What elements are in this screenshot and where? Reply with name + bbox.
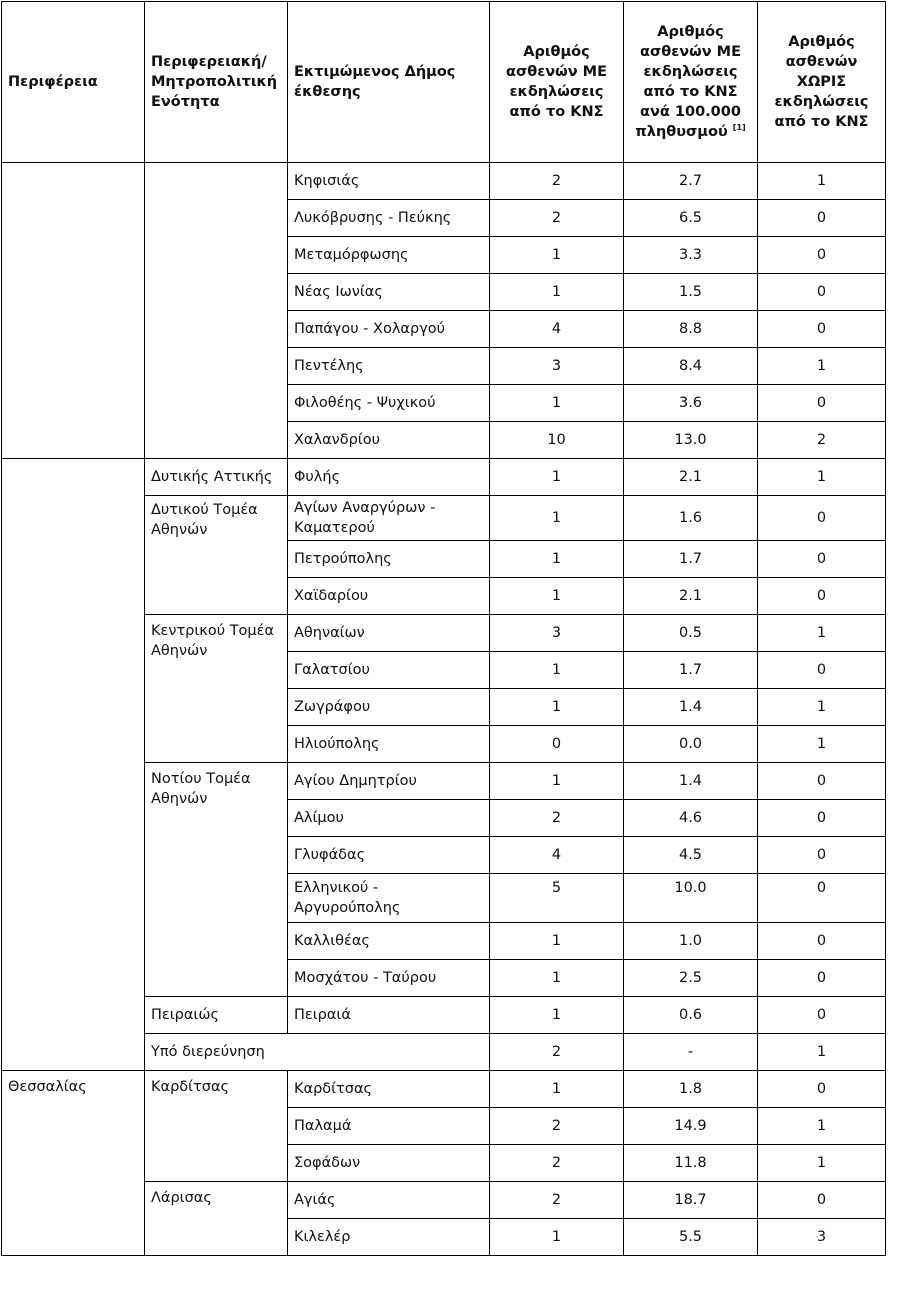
cases-without-cell: 2 — [758, 422, 886, 459]
cases-without-cell: 0 — [758, 541, 886, 578]
municipality-cell: Αγίων Αναργύρων - Καματερού — [288, 496, 490, 541]
cases-without-cell: 0 — [758, 923, 886, 960]
cases-without-cell: 0 — [758, 800, 886, 837]
cases-without-cell: 0 — [758, 652, 886, 689]
rate-cell: 14.9 — [624, 1108, 758, 1145]
unit-cell: Κεντρικού Τομέα Αθηνών — [145, 615, 288, 763]
rate-cell: 8.4 — [624, 348, 758, 385]
cases-without-cell: 0 — [758, 274, 886, 311]
rate-cell: 1.4 — [624, 763, 758, 800]
municipality-cell: Μεταμόρφωσης — [288, 237, 490, 274]
cases-with-cell: 1 — [490, 578, 624, 615]
unit-cell: Υπό διερεύνηση — [145, 1034, 490, 1071]
header-municipality: Εκτιμώμενος Δήμος έκθεσης — [288, 2, 490, 163]
municipality-cell: Λυκόβρυσης - Πεύκης — [288, 200, 490, 237]
municipality-cell: Αθηναίων — [288, 615, 490, 652]
municipality-cell: Πεντέλης — [288, 348, 490, 385]
rate-cell: 4.5 — [624, 837, 758, 874]
municipality-cell: Καρδίτσας — [288, 1071, 490, 1108]
cases-with-cell: 2 — [490, 200, 624, 237]
municipality-cell: Πειραιά — [288, 997, 490, 1034]
unit-cell: Καρδίτσας — [145, 1071, 288, 1182]
rate-cell: 4.6 — [624, 800, 758, 837]
cases-with-cell: 2 — [490, 1108, 624, 1145]
cases-with-cell: 1 — [490, 459, 624, 496]
municipality-cell: Κηφισιάς — [288, 163, 490, 200]
cases-with-cell: 1 — [490, 237, 624, 274]
rate-cell: 10.0 — [624, 874, 758, 923]
cases-with-cell: 2 — [490, 1034, 624, 1071]
cases-without-cell: 0 — [758, 200, 886, 237]
municipality-cell: Χαλανδρίου — [288, 422, 490, 459]
municipality-cell: Γαλατσίου — [288, 652, 490, 689]
cases-with-cell: 1 — [490, 385, 624, 422]
cases-with-cell: 0 — [490, 726, 624, 763]
rate-cell: 1.0 — [624, 923, 758, 960]
region-cell: Θεσσαλίας — [2, 1071, 145, 1256]
cases-without-cell: 1 — [758, 726, 886, 763]
cases-with-cell: 4 — [490, 837, 624, 874]
rate-cell: 0.6 — [624, 997, 758, 1034]
cases-with-cell: 3 — [490, 615, 624, 652]
cases-with-cell: 1 — [490, 997, 624, 1034]
rate-cell: 1.4 — [624, 689, 758, 726]
table-row — [2, 1071, 886, 1108]
region-cell-empty — [2, 163, 145, 459]
rate-cell: 6.5 — [624, 200, 758, 237]
municipality-cell: Μοσχάτου - Ταύρου — [288, 960, 490, 997]
cases-without-cell: 0 — [758, 311, 886, 348]
rate-cell: 8.8 — [624, 311, 758, 348]
cases-without-cell: 1 — [758, 348, 886, 385]
cases-table — [1, 1, 886, 1256]
unit-cell: Νοτίου Τομέα Αθηνών — [145, 763, 288, 997]
cases-with-cell: 1 — [490, 1071, 624, 1108]
unit-cell: Λάρισας — [145, 1182, 288, 1256]
header-rate — [624, 2, 758, 163]
unit-cell: Δυτικής Αττικής — [145, 459, 288, 496]
cases-with-cell: 1 — [490, 274, 624, 311]
municipality-cell: Αλίμου — [288, 800, 490, 837]
rate-cell: 2.1 — [624, 578, 758, 615]
municipality-cell: Πετρούπολης — [288, 541, 490, 578]
municipality-cell: Νέας Ιωνίας — [288, 274, 490, 311]
cases-without-cell: 1 — [758, 615, 886, 652]
cases-with-cell: 5 — [490, 874, 624, 923]
rate-cell: 1.7 — [624, 541, 758, 578]
cases-with-cell: 3 — [490, 348, 624, 385]
cases-with-cell: 1 — [490, 541, 624, 578]
cases-without-cell: 0 — [758, 960, 886, 997]
rate-cell: 1.5 — [624, 274, 758, 311]
cases-without-cell: 0 — [758, 237, 886, 274]
municipality-cell: Ζωγράφου — [288, 689, 490, 726]
cases-with-cell: 10 — [490, 422, 624, 459]
unit-cell-empty — [145, 163, 288, 459]
cases-without-cell: 0 — [758, 496, 886, 541]
municipality-cell: Φιλοθέης - Ψυχικού — [288, 385, 490, 422]
municipality-cell: Παπάγου - Χολαργού — [288, 311, 490, 348]
rate-cell: 13.0 — [624, 422, 758, 459]
municipality-cell: Σοφάδων — [288, 1145, 490, 1182]
rate-cell: 1.6 — [624, 496, 758, 541]
cases-without-cell: 0 — [758, 837, 886, 874]
header-unit: Περιφερειακή/ Μητροπολιτική Ενότητα — [145, 2, 288, 163]
header-rate-text: Αριθμός ασθενών ΜΕ εκδηλώσεις από το ΚΝΣ ανά 100.000 πληθυσμού — [635, 24, 742, 140]
cases-without-cell: 0 — [758, 578, 886, 615]
municipality-cell: Ηλιούπολης — [288, 726, 490, 763]
cases-without-cell: 1 — [758, 1108, 886, 1145]
cases-without-cell: 0 — [758, 763, 886, 800]
rate-cell: 0.0 — [624, 726, 758, 763]
cases-with-cell: 2 — [490, 1145, 624, 1182]
rate-cell: 18.7 — [624, 1182, 758, 1219]
cases-without-cell: 1 — [758, 163, 886, 200]
cases-without-cell: 1 — [758, 689, 886, 726]
cases-with-cell: 1 — [490, 763, 624, 800]
cases-without-cell: 0 — [758, 997, 886, 1034]
rate-cell: 11.8 — [624, 1145, 758, 1182]
cases-with-cell: 1 — [490, 496, 624, 541]
header-region: Περιφέρεια — [2, 2, 145, 163]
rate-cell: 2.5 — [624, 960, 758, 997]
cases-with-cell: 2 — [490, 800, 624, 837]
rate-cell: 5.5 — [624, 1219, 758, 1256]
rate-cell: 3.3 — [624, 237, 758, 274]
municipality-cell: Παλαμά — [288, 1108, 490, 1145]
cases-with-cell: 1 — [490, 652, 624, 689]
unit-cell: Πειραιώς — [145, 997, 288, 1034]
municipality-cell: Φυλής — [288, 459, 490, 496]
cases-without-cell: 1 — [758, 459, 886, 496]
cases-with-cell: 2 — [490, 1182, 624, 1219]
municipality-cell: Καλλιθέας — [288, 923, 490, 960]
municipality-cell: Ελληνικού - Αργυρούπολης — [288, 874, 490, 923]
rate-cell: 1.7 — [624, 652, 758, 689]
cases-with-cell: 1 — [490, 1219, 624, 1256]
municipality-cell: Αγιάς — [288, 1182, 490, 1219]
cases-with-cell: 2 — [490, 163, 624, 200]
cases-without-cell: 1 — [758, 1034, 886, 1071]
table-row — [2, 163, 886, 200]
municipality-cell: Χαϊδαρίου — [288, 578, 490, 615]
municipality-cell: Κιλελέρ — [288, 1219, 490, 1256]
rate-cell: 0.5 — [624, 615, 758, 652]
cases-without-cell: 0 — [758, 1182, 886, 1219]
cases-without-cell: 0 — [758, 385, 886, 422]
unit-cell: Δυτικού Τομέα Αθηνών — [145, 496, 288, 615]
municipality-cell: Αγίου Δημητρίου — [288, 763, 490, 800]
rate-cell: 3.6 — [624, 385, 758, 422]
region-cell-empty — [2, 459, 145, 1071]
cases-with-cell: 1 — [490, 960, 624, 997]
cases-without-cell: 0 — [758, 874, 886, 923]
rate-cell: 1.8 — [624, 1071, 758, 1108]
table-row — [2, 459, 886, 496]
rate-cell: 2.7 — [624, 163, 758, 200]
header-cases-with: Αριθμός ασθενών ΜΕ εκδηλώσεις από το ΚΝΣ — [490, 2, 624, 163]
cases-without-cell: 3 — [758, 1219, 886, 1256]
rate-cell: 2.1 — [624, 459, 758, 496]
footnote-ref: [1] — [732, 123, 746, 133]
header-row — [2, 2, 886, 163]
cases-without-cell: 0 — [758, 1071, 886, 1108]
municipality-cell: Γλυφάδας — [288, 837, 490, 874]
cases-without-cell: 1 — [758, 1145, 886, 1182]
cases-with-cell: 1 — [490, 689, 624, 726]
cases-with-cell: 1 — [490, 923, 624, 960]
cases-with-cell: 4 — [490, 311, 624, 348]
rate-cell: - — [624, 1034, 758, 1071]
header-cases-without: Αριθμός ασθενών ΧΩΡΙΣ εκδηλώσεις από το ΚΝΣ — [758, 2, 886, 163]
